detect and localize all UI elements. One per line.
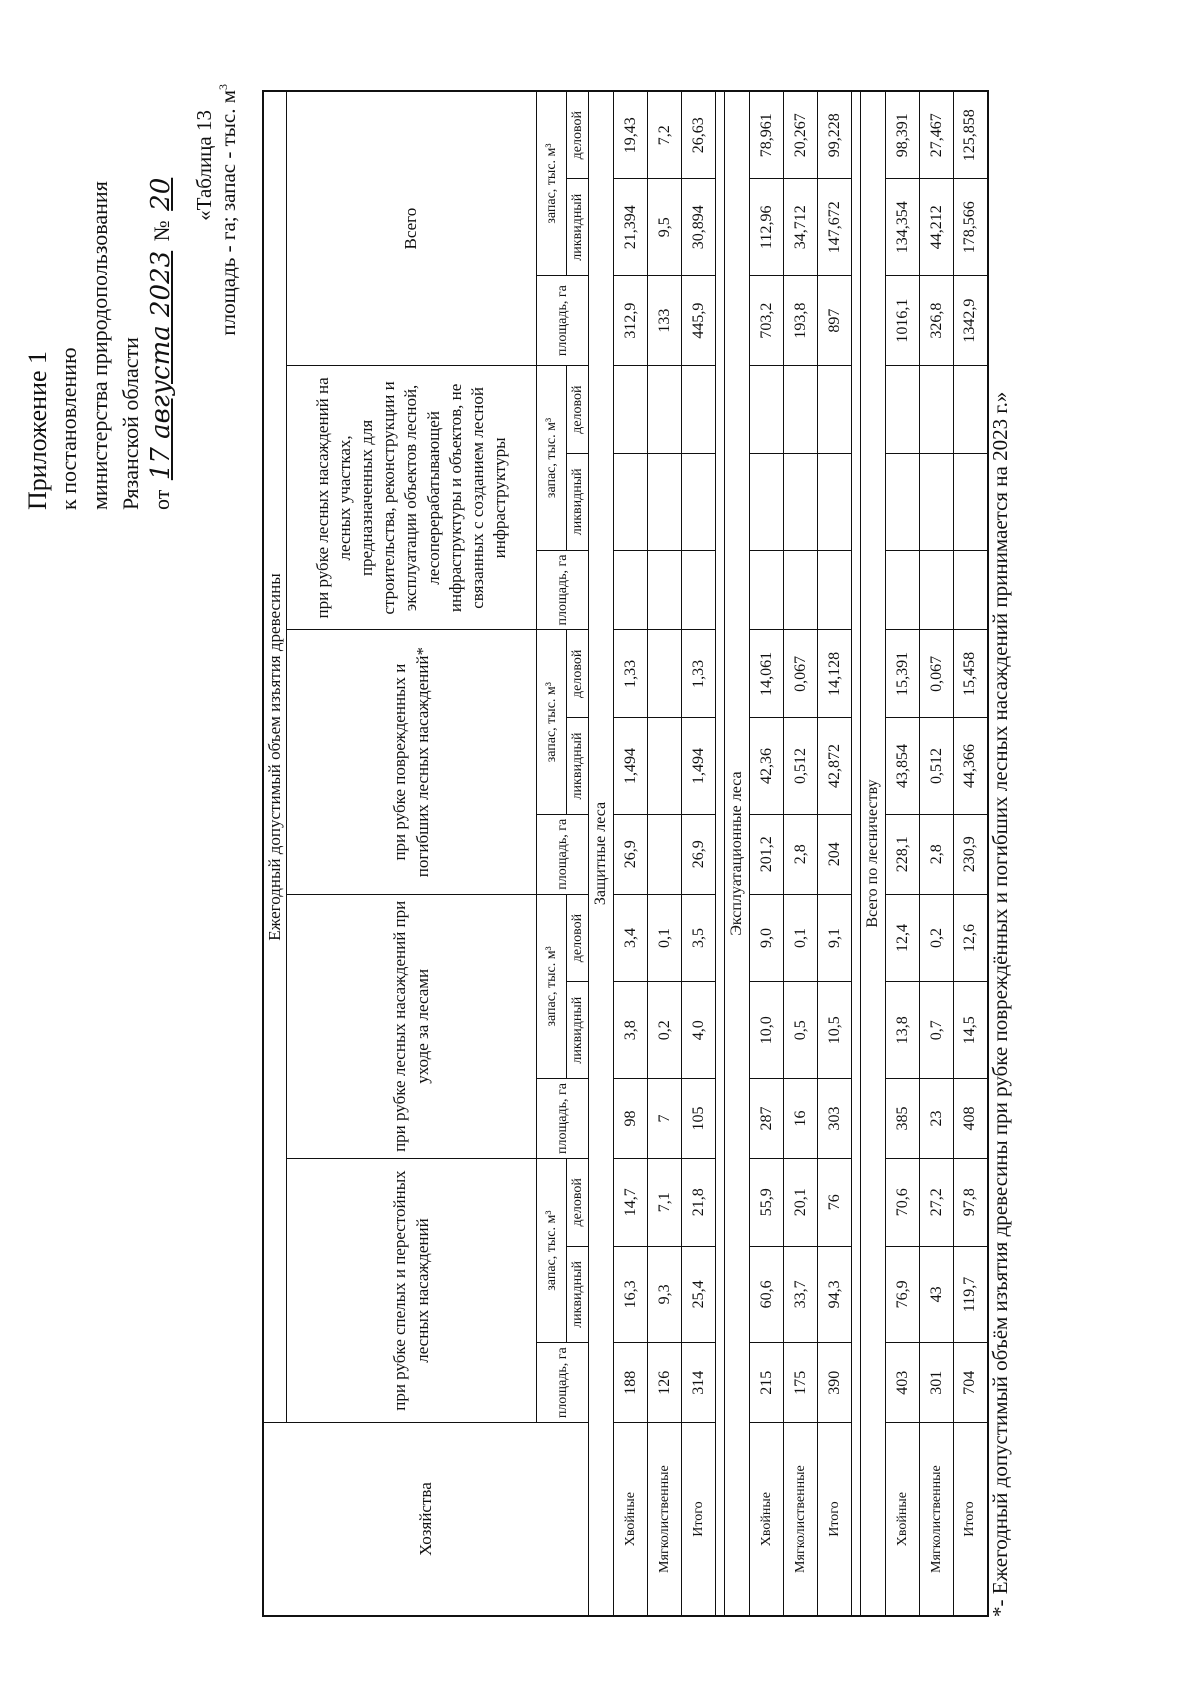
row-category: Хвойные (614, 1423, 648, 1616)
table-cell: 188 (614, 1343, 648, 1423)
appendix-line-region: Рязанской области (118, 337, 143, 510)
table-cell: 20,267 (784, 91, 818, 179)
header-farms: Хозяйства (263, 1423, 589, 1616)
appendix-title: Приложение 1 (23, 350, 52, 510)
table-cell: 44,366 (954, 718, 988, 815)
header-business-1: деловой (567, 894, 589, 982)
table-cell: 408 (954, 1079, 988, 1159)
units-text: площадь - га; запас - тыс. м (216, 90, 240, 336)
table-cell: 16 (784, 1079, 818, 1159)
table-cell (818, 550, 852, 630)
table-cell: 7 (648, 1079, 682, 1159)
units-superscript: 3 (216, 84, 230, 90)
table-cell (648, 630, 682, 718)
table-number: «Таблица 13 (192, 110, 216, 221)
header-liquid-2: ликвидный (567, 718, 589, 815)
footnote: *- Ежегодный допустимый объём изъятия древесины при рубке повреждённых и погибших лесных насаждений принимается на 2023 г.» (988, 391, 1012, 1617)
table-cell: 21,394 (614, 179, 648, 276)
number-prefix: № (149, 220, 174, 242)
header-stock-0: запас, тыс. м³ (537, 1158, 567, 1342)
table-cell: 27,467 (920, 91, 954, 179)
table-cell: 0,512 (920, 718, 954, 815)
table-cell (750, 453, 784, 550)
table-cell: 287 (750, 1079, 784, 1159)
table-cell: 0,1 (648, 894, 682, 982)
table-cell: 704 (954, 1343, 988, 1423)
table-cell: 1,33 (614, 630, 648, 718)
table-cell (784, 550, 818, 630)
header-liquid-4: ликвидный (567, 179, 589, 276)
header-stock-1: запас, тыс. м³ (537, 894, 567, 1078)
table-cell: 228,1 (886, 814, 920, 894)
table-cell: 7,2 (648, 91, 682, 179)
table-cell: 0,5 (784, 982, 818, 1079)
section-title: Эксплуатационные леса (725, 91, 750, 1616)
table-cell: 0,2 (920, 894, 954, 982)
row-category: Хвойные (750, 1423, 784, 1616)
table-cell: 125,858 (954, 91, 988, 179)
header-business-3: деловой (567, 366, 589, 454)
table-cell: 201,2 (750, 814, 784, 894)
table-cell (648, 366, 682, 454)
table-cell: 301 (920, 1343, 954, 1423)
table-row (648, 91, 682, 1616)
table-cell: 16,3 (614, 1246, 648, 1343)
table-cell: 19,43 (614, 91, 648, 179)
table-cell: 15,458 (954, 630, 988, 718)
section-spacer (716, 91, 725, 1616)
header-business-2: деловой (567, 630, 589, 718)
header-area-0: площадь, га (537, 1343, 589, 1423)
table-cell: 15,391 (886, 630, 920, 718)
date-prefix: от (149, 489, 174, 510)
row-category: Мягколиственные (648, 1423, 682, 1616)
table-cell (648, 814, 682, 894)
table-cell: 1342,9 (954, 276, 988, 366)
table-cell: 390 (818, 1343, 852, 1423)
header-liquid-3: ликвидный (567, 453, 589, 550)
row-category: Мягколиственные (920, 1423, 954, 1616)
table-cell: 312,9 (614, 276, 648, 366)
table-cell: 27,2 (920, 1158, 954, 1246)
header-group-damaged: при рубке поврежденных и погибших лесных насаждений* (287, 630, 537, 894)
table-cell: 326,8 (920, 276, 954, 366)
table-cell: 230,9 (954, 814, 988, 894)
table-cell (784, 453, 818, 550)
table-cell: 42,36 (750, 718, 784, 815)
table-cell: 60,6 (750, 1246, 784, 1343)
table-cell: 897 (818, 276, 852, 366)
header-business-0: деловой (567, 1158, 589, 1246)
table-cell: 98 (614, 1079, 648, 1159)
table-cell: 403 (886, 1343, 920, 1423)
table-body (589, 91, 988, 1616)
table-cell: 99,228 (818, 91, 852, 179)
table-cell: 55,9 (750, 1158, 784, 1246)
table-cell: 703,2 (750, 276, 784, 366)
table-cell (682, 550, 716, 630)
table-cell: 119,7 (954, 1246, 988, 1343)
table-cell: 42,872 (818, 718, 852, 815)
table-cell: 193,8 (784, 276, 818, 366)
row-category: Итого (954, 1423, 988, 1616)
header-group-infrastructure: при рубке лесных насаждений на лесных участках, предназначенных для строительства, реконструкции и эксплуатации объектов лесной, лесоперерабатывающей инфраструктуры и объектов, не связанных с созданием лесной инфраструктуры (287, 366, 537, 630)
table-cell: 10,5 (818, 982, 852, 1079)
table-cell: 0,067 (784, 630, 818, 718)
table-cell: 133 (648, 276, 682, 366)
table-cell: 21,8 (682, 1158, 716, 1246)
header-stock-4: запас, тыс. м³ (537, 91, 567, 276)
table-cell: 0,067 (920, 630, 954, 718)
table-cell: 204 (818, 814, 852, 894)
table-cell (614, 366, 648, 454)
appendix-line-ministry: министерства природопользования (87, 181, 112, 510)
table-cell: 147,672 (818, 179, 852, 276)
header-area-1: площадь, га (537, 1079, 589, 1159)
table-cell: 9,3 (648, 1246, 682, 1343)
header-liquid-0: ликвидный (567, 1246, 589, 1343)
table-cell: 34,712 (784, 179, 818, 276)
table-cell: 0,1 (784, 894, 818, 982)
table-row (954, 91, 988, 1616)
table-cell: 175 (784, 1343, 818, 1423)
row-category: Итого (818, 1423, 852, 1616)
table-cell: 3,5 (682, 894, 716, 982)
table-row (886, 91, 920, 1616)
table-cell (682, 366, 716, 454)
table-row (750, 91, 784, 1616)
table-cell: 9,5 (648, 179, 682, 276)
table-cell: 10,0 (750, 982, 784, 1079)
section-title: Защитные леса (589, 91, 614, 1616)
table-cell: 12,4 (886, 894, 920, 982)
table-cell: 25,4 (682, 1246, 716, 1343)
table-cell: 112,96 (750, 179, 784, 276)
table-cell: 2,8 (920, 814, 954, 894)
table-cell: 98,391 (886, 91, 920, 179)
table-cell: 23 (920, 1079, 954, 1159)
table-header (263, 91, 589, 1616)
table-cell (648, 718, 682, 815)
table-cell: 12,6 (954, 894, 988, 982)
table-cell: 314 (682, 1343, 716, 1423)
table-cell: 2,8 (784, 814, 818, 894)
table-cell: 97,8 (954, 1158, 988, 1246)
table-cell: 70,6 (886, 1158, 920, 1246)
table-row (682, 91, 716, 1616)
header-area-3: площадь, га (537, 550, 589, 630)
allowable-cut-table (262, 90, 989, 1617)
table-cell: 14,5 (954, 982, 988, 1079)
table-cell: 14,128 (818, 630, 852, 718)
appendix-line-resolution: к постановлению (56, 347, 81, 510)
table-cell: 78,961 (750, 91, 784, 179)
table-cell: 178,566 (954, 179, 988, 276)
table-cell: 1,494 (614, 718, 648, 815)
table-cell (954, 550, 988, 630)
header-group-mature: при рубке спелых и перестойных лесных насаждений (287, 1158, 537, 1422)
table-cell (954, 453, 988, 550)
table-cell (750, 366, 784, 454)
table-cell: 385 (886, 1079, 920, 1159)
table-cell: 0,2 (648, 982, 682, 1079)
header-stock-3: запас, тыс. м³ (537, 366, 567, 550)
table-cell: 20,1 (784, 1158, 818, 1246)
header-annual-volume: Ежегодный допустимый объем изъятия древесины (263, 91, 287, 1423)
table-row (818, 91, 852, 1616)
table-cell: 1016,1 (886, 276, 920, 366)
table-cell (886, 453, 920, 550)
section-spacer (852, 91, 861, 1616)
table-cell: 105 (682, 1079, 716, 1159)
table-cell: 0,7 (920, 982, 954, 1079)
appendix-header (22, 174, 177, 510)
table-cell (682, 453, 716, 550)
handwritten-number: 20 (146, 177, 176, 211)
table-cell: 94,3 (818, 1246, 852, 1343)
table-cell: 303 (818, 1079, 852, 1159)
table-cell: 43 (920, 1246, 954, 1343)
units-note (216, 84, 241, 336)
table-cell (784, 366, 818, 454)
table-cell: 43,854 (886, 718, 920, 815)
table-cell (750, 550, 784, 630)
table-cell (920, 453, 954, 550)
header-stock-2: запас, тыс. м³ (537, 630, 567, 814)
table-cell (818, 366, 852, 454)
table-cell (954, 366, 988, 454)
appendix-date-line (146, 174, 177, 510)
table-cell: 126 (648, 1343, 682, 1423)
row-category: Мягколиственные (784, 1423, 818, 1616)
table-cell: 1,494 (682, 718, 716, 815)
table-cell: 26,9 (614, 814, 648, 894)
table-cell: 14,7 (614, 1158, 648, 1246)
table-cell (920, 550, 954, 630)
header-area-4: площадь, га (537, 276, 589, 366)
table-cell: 14,061 (750, 630, 784, 718)
header-liquid-1: ликвидный (567, 982, 589, 1079)
table-cell: 445,9 (682, 276, 716, 366)
table-cell: 44,212 (920, 179, 954, 276)
section-title: Всего по лесничеству (861, 91, 886, 1616)
table-cell (886, 366, 920, 454)
table-row (784, 91, 818, 1616)
table-cell: 9,1 (818, 894, 852, 982)
handwritten-date: 17 августа 2023 (146, 250, 176, 481)
table-cell (920, 366, 954, 454)
table-cell: 76 (818, 1158, 852, 1246)
table-cell: 4,0 (682, 982, 716, 1079)
table-cell (614, 453, 648, 550)
table-cell: 1,33 (682, 630, 716, 718)
table-cell (648, 550, 682, 630)
table-cell: 0,512 (784, 718, 818, 815)
header-area-2: площадь, га (537, 814, 589, 894)
table-cell (886, 550, 920, 630)
table-cell: 134,354 (886, 179, 920, 276)
table-row (920, 91, 954, 1616)
row-category: Хвойные (886, 1423, 920, 1616)
table-cell: 13,8 (886, 982, 920, 1079)
table-cell: 215 (750, 1343, 784, 1423)
table-cell: 33,7 (784, 1246, 818, 1343)
table-cell: 26,9 (682, 814, 716, 894)
table-cell: 3,4 (614, 894, 648, 982)
table-cell (818, 453, 852, 550)
row-category: Итого (682, 1423, 716, 1616)
header-business-4: деловой (567, 91, 589, 179)
table-cell: 9,0 (750, 894, 784, 982)
header-group-care: при рубке лесных насаждений при уходе за лесами (287, 894, 537, 1158)
table-cell: 7,1 (648, 1158, 682, 1246)
table-cell (648, 453, 682, 550)
table-cell: 3,8 (614, 982, 648, 1079)
table-cell: 26,63 (682, 91, 716, 179)
header-group-total: Всего (287, 91, 537, 366)
table-cell (614, 550, 648, 630)
table-cell: 76,9 (886, 1246, 920, 1343)
table-cell: 30,894 (682, 179, 716, 276)
table-row (614, 91, 648, 1616)
